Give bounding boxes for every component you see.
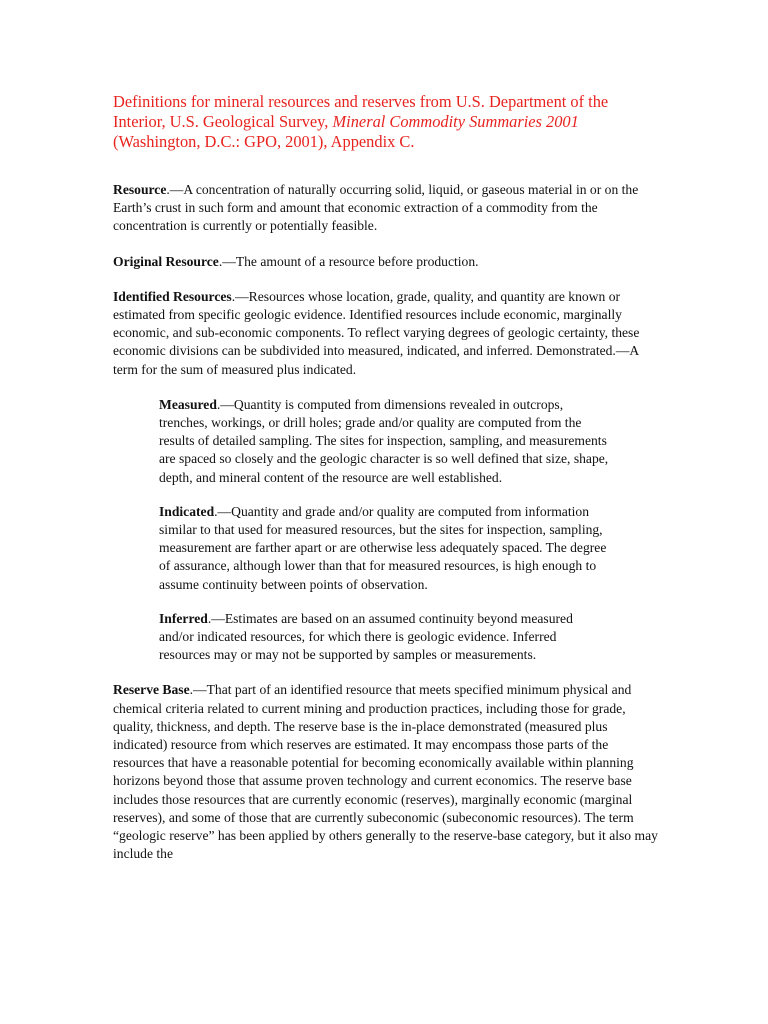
title-text-part2: (Washington, D.C.: GPO, 2001), Appendix C.	[113, 132, 415, 151]
title-publication-name: Mineral Commodity Summaries 2001	[332, 112, 579, 131]
definition-term: Original Resource	[113, 253, 219, 269]
definition-text: .—Quantity is computed from dimensions revealed in outcrops, trenches, workings, or drill holes; grade and/or quality are computed from the results of detailed sampling. The sites for inspection, sampling, and measurements are spaced so closely and the geologic character is so well defined that size, shape, depth, and mineral content of the resource are well established.	[159, 396, 609, 485]
definition-term: Inferred	[159, 610, 208, 626]
definition-measured	[113, 396, 609, 487]
definition-text: .—The amount of a resource before production.	[218, 253, 479, 269]
definition-term: Identified Resources	[113, 288, 232, 304]
definition-text: .—That part of an identified resource that meets specified minimum physical and chemical criteria related to current mining and production practices, including those for grade, quality, thickness, and depth. The reserve base is the in-place demonstrated (measured plus indicated) resource from which reserves are estimated. It may encompass those parts of the resources that have a reasonable potential for becoming economically available within planning horizons beyond those that assume proven technology and current economics. The reserve base includes those resources that are currently economic (reserves), marginally economic (marginal reserves), and some of those that are currently subeconomic (subeconomic resources). The term “geologic reserve” has been applied by others generally to the reserve-base category, but it also may include the	[113, 682, 658, 862]
definition-reserve-base	[113, 681, 661, 863]
document-title	[113, 92, 661, 152]
definition-term: Reserve Base	[113, 682, 190, 698]
document-page	[113, 92, 661, 864]
definition-original-resource	[113, 253, 661, 271]
definition-term: Indicated	[159, 503, 215, 519]
definition-text: .—Quantity and grade and/or quality are computed from information similar to that used for measured resources, but the sites for inspection, sampling, measurement are farther apart or are otherwise less adequately spaced. The degree of assurance, although lower than that for measured resources, is high enough to assume continuity between points of observation.	[159, 503, 607, 592]
definition-inferred	[113, 610, 609, 665]
title-text-part1: Definitions for mineral resources and reserves from U.S. Department of the Interior, U.S. Geological Survey,	[113, 92, 609, 131]
definition-text: .—A concentration of naturally occurring solid, liquid, or gaseous material in or on the Earth’s crust in such form and amount that economic extraction of a commodity from the concentration is currently or potentially feasible.	[113, 182, 639, 234]
definition-identified-resources	[113, 288, 661, 379]
definition-indicated	[113, 503, 609, 594]
definition-term: Measured	[159, 396, 217, 412]
definition-term: Resource	[113, 182, 167, 197]
definition-resource	[113, 181, 661, 236]
definition-text: .—Resources whose location, grade, quality, and quantity are known or estimated from specific geologic evidence. Identified resources include economic, marginally economic, and sub-economic components. To reflect varying degrees of geologic certainty, these economic divisions can be subdivided into measured, indicated, and inferred. Demonstrated.—A term for the sum of measured plus indicated.	[113, 288, 640, 377]
definition-text: .—Estimates are based on an assumed continuity beyond measured and/or indicated resources, for which there is geologic evidence. Inferred resources may or may not be supported by samples or measurements.	[159, 610, 573, 663]
